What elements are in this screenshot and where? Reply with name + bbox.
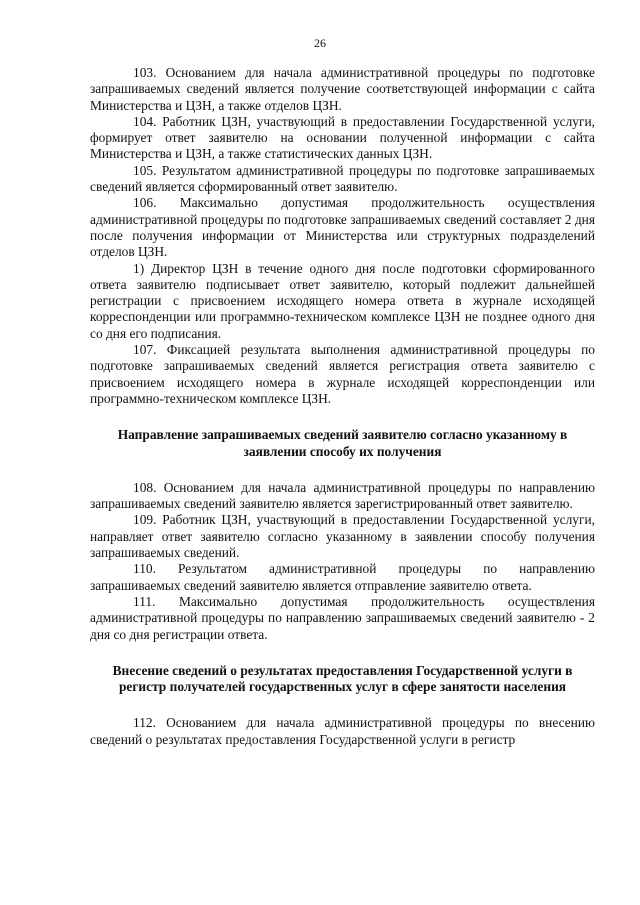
section-heading-sending-info: Направление запрашиваемых сведений заявителю согласно указанному в заявлении способу их получения — [117, 427, 568, 459]
paragraph-111: 111. Максимально допустимая продолжительность осуществления административной процедуры по направлению запрашиваемых сведений заявителю - 2 дня со дня регистрации ответа. — [90, 593, 595, 642]
paragraph-112: 112. Основанием для начала административной процедуры по внесению сведений о результатах предоставления Государственной услуги в регистр — [90, 715, 595, 747]
paragraph-103: 103. Основанием для начала административной процедуры по подготовке запрашиваемых сведений является получение соответствующей информации с сайта Министерства и ЦЗН, а также отделов ЦЗН. — [90, 65, 595, 113]
paragraph-109: 109. Работник ЦЗН, участвующий в предоставлении Государственной услуги, направляет ответ заявителю согласно указанному в заявлении способу получения запрашиваемых сведений. — [90, 512, 595, 561]
section-heading-register-entry: Внесение сведений о результатах предоставления Государственной услуги в регистр получателей государственных услуг в сфере занятости населения — [112, 662, 573, 695]
page-number: 26 — [314, 36, 326, 50]
paragraph-107: 107. Фиксацией результата выполнения административной процедуры по подготовке запрашиваемых сведений является регистрация ответа заявителю с присвоением исходящего номера в журнале исходящей корреспонденции или программно-техническом комплексе ЦЗН. — [90, 342, 595, 406]
paragraph-110: 110. Результатом административной процедуры по направлению запрашиваемых сведений заявителю является отправление заявителю ответа. — [90, 561, 595, 593]
paragraph-105: 105. Результатом административной процедуры по подготовке запрашиваемых сведений является сформированный ответ заявителю. — [90, 162, 595, 195]
document-body — [90, 65, 595, 748]
paragraph-106: 106. Максимально допустимая продолжительность осуществления административной процедуры по подготовке запрашиваемых сведений составляет 2 дня после получения информации от Министерства или структурных подразделений отделов ЦЗН. — [90, 195, 595, 260]
paragraph-108: 108. Основанием для начала административной процедуры по направлению запрашиваемых сведений заявителю является зарегистрированный ответ заявителю. — [90, 479, 595, 512]
paragraph-106-item-1: 1) Директор ЦЗН в течение одного дня после подготовки сформированного ответа заявителю подписывает ответ заявителю, который подлежит дальнейшей регистрации с присвоением исходящего номера ответа в журнале исходящей корреспонденции или программно-техническом комплексе ЦЗН не позднее одного дня со дня его подписания. — [90, 260, 595, 341]
paragraph-104: 104. Работник ЦЗН, участвующий в предоставлении Государственной услуги, формирует ответ заявителю на основании полученной информации с сайта Министерства и ЦЗН, а также статистических данных ЦЗН. — [90, 113, 595, 162]
